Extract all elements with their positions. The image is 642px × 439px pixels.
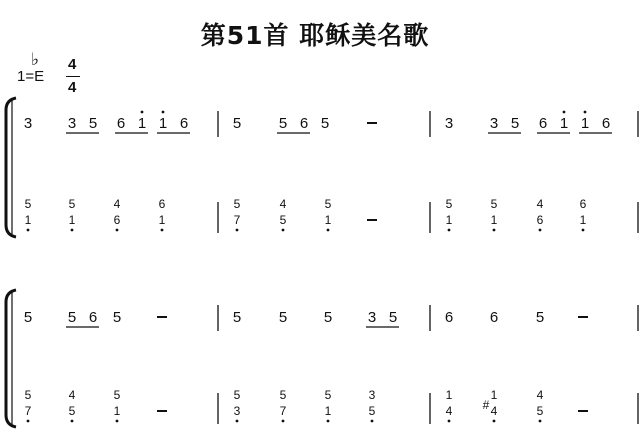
harmony-lower-note: 1	[445, 213, 453, 227]
melody-note: 5	[278, 115, 288, 132]
melody-note: 5	[535, 309, 545, 326]
melody-note: 1	[158, 115, 168, 132]
harmony-lower-note: 1	[158, 213, 166, 227]
octave-dot	[282, 420, 285, 423]
melody-note: 5	[232, 115, 242, 132]
harmony-lower-note: 1	[324, 404, 332, 418]
melody-note: 5	[510, 115, 520, 132]
melody-note: 6	[179, 115, 189, 132]
harmony-upper-note: 5	[68, 197, 76, 211]
time-signature-top: 4	[68, 56, 77, 73]
melody-note: 5	[232, 309, 242, 326]
sharp-sign: #	[482, 398, 490, 412]
system-bracket	[6, 290, 16, 427]
harmony-upper-note: 6	[158, 197, 166, 211]
harmony-upper-note: 5	[233, 388, 241, 402]
harmony-upper-note: 3	[368, 388, 376, 402]
octave-dot	[584, 111, 587, 114]
harmony-upper-note: 5	[445, 197, 453, 211]
octave-dot	[282, 229, 285, 232]
harmony-lower-note: 1	[579, 213, 587, 227]
harmony-lower-note: 5	[68, 404, 76, 418]
harmony-upper-note: 5	[233, 197, 241, 211]
melody-note: 6	[299, 115, 309, 132]
melody-note: 6	[601, 115, 611, 132]
melody-note: 3	[489, 115, 499, 132]
harmony-lower-note: 4	[490, 404, 498, 418]
melody-note: 5	[323, 309, 333, 326]
harmony-upper-note: 5	[279, 388, 287, 402]
octave-dot	[539, 229, 542, 232]
harmony-lower-note: 3	[233, 404, 241, 418]
harmony-lower-note: 1	[68, 213, 76, 227]
octave-dot	[162, 111, 165, 114]
octave-dot	[327, 229, 330, 232]
harmony-upper-note: 5	[24, 388, 32, 402]
melody-note: 5	[320, 115, 330, 132]
harmony-lower-note: 5	[368, 404, 376, 418]
melody-note: 5	[23, 309, 33, 326]
octave-dot	[27, 229, 30, 232]
octave-dot	[71, 229, 74, 232]
harmony-lower-note: 4	[445, 404, 453, 418]
melody-note: 6	[444, 309, 454, 326]
octave-dot	[141, 111, 144, 114]
octave-dot	[27, 420, 30, 423]
key-flat-sign: ♭	[31, 50, 40, 70]
melody-note: 5	[67, 309, 77, 326]
melody-note: 5	[112, 309, 122, 326]
harmony-upper-note: 5	[324, 197, 332, 211]
octave-dot	[236, 420, 239, 423]
melody-note: 3	[444, 115, 454, 132]
harmony-lower-note: 5	[279, 213, 287, 227]
harmony-upper-note: 4	[279, 197, 287, 211]
octave-dot	[236, 229, 239, 232]
octave-dot	[493, 420, 496, 423]
melody-note: 5	[88, 115, 98, 132]
melody-note: 6	[489, 309, 499, 326]
harmony-upper-note: 5	[490, 197, 498, 211]
system-bracket	[6, 98, 16, 237]
harmony-upper-note: 5	[324, 388, 332, 402]
harmony-upper-note: 5	[113, 388, 121, 402]
harmony-lower-note: 1	[490, 213, 498, 227]
melody-note: 3	[67, 115, 77, 132]
octave-dot	[582, 229, 585, 232]
harmony-upper-note: 4	[536, 388, 544, 402]
key-signature: 1=E	[17, 68, 45, 85]
octave-dot	[493, 229, 496, 232]
harmony-lower-note: 7	[233, 213, 241, 227]
harmony-lower-note: 1	[113, 404, 121, 418]
harmony-lower-note: 6	[113, 213, 121, 227]
octave-dot	[563, 111, 566, 114]
harmony-upper-note: 5	[24, 197, 32, 211]
melody-note: 3	[367, 309, 377, 326]
harmony-lower-note: 7	[24, 404, 32, 418]
melody-note: 5	[278, 309, 288, 326]
time-signature-bottom: 4	[68, 79, 77, 96]
octave-dot	[116, 420, 119, 423]
octave-dot	[116, 229, 119, 232]
harmony-upper-note: 6	[579, 197, 587, 211]
harmony-lower-note: 1	[324, 213, 332, 227]
harmony-lower-note: 5	[536, 404, 544, 418]
octave-dot	[327, 420, 330, 423]
melody-note: 3	[23, 115, 33, 132]
octave-dot	[448, 229, 451, 232]
melody-note: 1	[580, 115, 590, 132]
melody-note: 6	[538, 115, 548, 132]
score-title: 第51首 耶稣美名歌	[200, 21, 430, 50]
octave-dot	[539, 420, 542, 423]
melody-note: 1	[559, 115, 569, 132]
octave-dot	[448, 420, 451, 423]
harmony-upper-note: 1	[490, 388, 498, 402]
harmony-upper-note: 4	[68, 388, 76, 402]
harmony-lower-note: 1	[24, 213, 32, 227]
melody-note: 1	[137, 115, 147, 132]
octave-dot	[371, 420, 374, 423]
harmony-upper-note: 4	[536, 197, 544, 211]
octave-dot	[71, 420, 74, 423]
harmony-upper-note: 1	[445, 388, 453, 402]
melody-note: 6	[88, 309, 98, 326]
harmony-upper-note: 4	[113, 197, 121, 211]
harmony-lower-note: 7	[279, 404, 287, 418]
octave-dot	[161, 229, 164, 232]
harmony-lower-note: 6	[536, 213, 544, 227]
melody-note: 5	[388, 309, 398, 326]
melody-note: 6	[116, 115, 126, 132]
